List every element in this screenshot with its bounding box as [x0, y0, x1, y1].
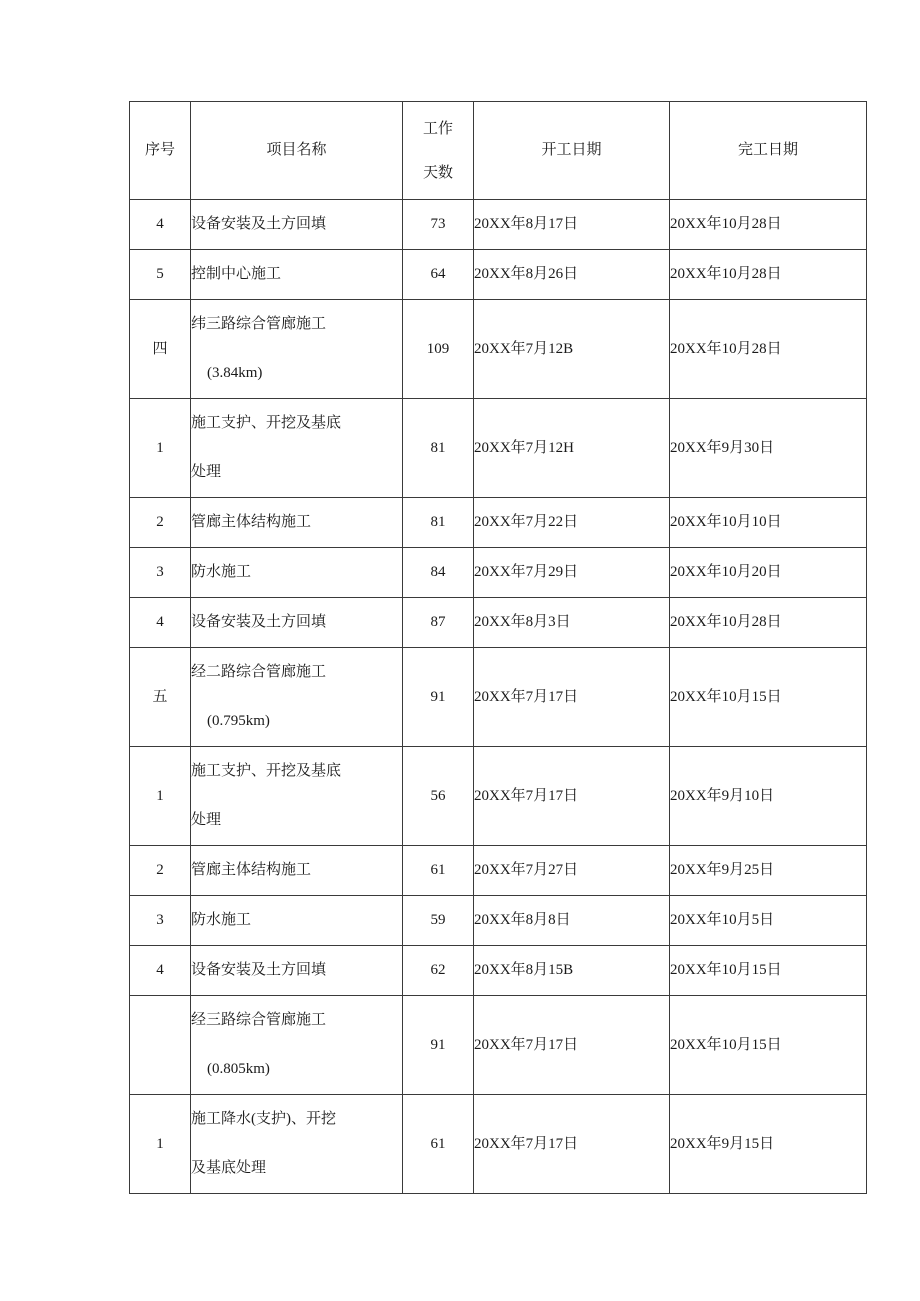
- row-name: [191, 747, 403, 846]
- row-no: 4: [130, 200, 191, 250]
- header-start: 开工日期: [474, 102, 670, 200]
- row-start-date: 20XX年7月22日: [474, 498, 670, 548]
- row-end-date: 20XX年10月28日: [670, 250, 867, 300]
- header-days-line2: 天数: [422, 164, 453, 181]
- row-name-line: (0.795km): [207, 713, 270, 729]
- row-name: [191, 598, 403, 648]
- row-end-date: 20XX年10月5日: [670, 896, 867, 946]
- header-no: 序号: [130, 102, 191, 200]
- row-days: 61: [403, 1095, 474, 1194]
- header-days: [403, 102, 474, 200]
- row-name-line: 施工支护、开挖及基底: [191, 415, 342, 431]
- row-name: [191, 846, 403, 896]
- row-name-line: 设备安装及土方回填: [191, 614, 327, 630]
- row-no: 5: [130, 250, 191, 300]
- row-name-line: 施工支护、开挖及基底: [191, 763, 342, 779]
- row-end-date: 20XX年10月28日: [670, 300, 867, 399]
- row-start-date: 20XX年8月15B: [474, 946, 670, 996]
- row-start-date: 20XX年7月12H: [474, 399, 670, 498]
- row-start-date: 20XX年8月3日: [474, 598, 670, 648]
- row-start-date: 20XX年7月17日: [474, 1095, 670, 1194]
- row-end-date: 20XX年9月25日: [670, 846, 867, 896]
- row-name: [191, 200, 403, 250]
- row-end-date: 20XX年10月15日: [670, 648, 867, 747]
- table-row: [130, 399, 867, 498]
- row-no: [130, 996, 191, 1095]
- row-days: 87: [403, 598, 474, 648]
- row-end-date: 20XX年10月28日: [670, 200, 867, 250]
- row-name: [191, 548, 403, 598]
- header-end: 完工日期: [670, 102, 867, 200]
- row-name-line: (0.805km): [207, 1061, 270, 1077]
- row-name-line: 纬三路综合管廊施工: [191, 316, 327, 332]
- row-name-line: 管廊主体结构施工: [191, 514, 312, 530]
- row-name: [191, 250, 403, 300]
- row-name-line: 防水施工: [191, 564, 252, 580]
- row-no: 4: [130, 598, 191, 648]
- row-no: 4: [130, 946, 191, 996]
- row-no: 1: [130, 747, 191, 846]
- row-name: [191, 399, 403, 498]
- row-name-line: 管廊主体结构施工: [191, 862, 312, 878]
- row-days: 59: [403, 896, 474, 946]
- row-end-date: 20XX年10月28日: [670, 598, 867, 648]
- table-row: [130, 548, 867, 598]
- row-name: [191, 996, 403, 1095]
- row-start-date: 20XX年8月8日: [474, 896, 670, 946]
- row-start-date: 20XX年7月29日: [474, 548, 670, 598]
- row-start-date: 20XX年7月12B: [474, 300, 670, 399]
- row-no: 1: [130, 1095, 191, 1194]
- table-row: [130, 1095, 867, 1194]
- row-name: [191, 498, 403, 548]
- row-start-date: 20XX年7月17日: [474, 747, 670, 846]
- row-days: 84: [403, 548, 474, 598]
- row-end-date: 20XX年9月10日: [670, 747, 867, 846]
- table-row: [130, 598, 867, 648]
- row-name: [191, 896, 403, 946]
- row-start-date: 20XX年7月17日: [474, 996, 670, 1095]
- row-start-date: 20XX年8月26日: [474, 250, 670, 300]
- row-no: 3: [130, 548, 191, 598]
- row-name-line: 经二路综合管廊施工: [191, 664, 327, 680]
- row-start-date: 20XX年8月17日: [474, 200, 670, 250]
- table-row: [130, 996, 867, 1095]
- row-name-line: 处理: [191, 464, 222, 480]
- row-end-date: 20XX年10月15日: [670, 996, 867, 1095]
- row-name-line: 经三路综合管廊施工: [191, 1012, 327, 1028]
- header-days-line1: 工作: [422, 120, 453, 137]
- row-days: 91: [403, 996, 474, 1095]
- row-no: 五: [130, 648, 191, 747]
- row-days: 62: [403, 946, 474, 996]
- row-start-date: 20XX年7月27日: [474, 846, 670, 896]
- row-name-line: (3.84km): [207, 365, 263, 381]
- table-row: [130, 250, 867, 300]
- row-days: 109: [403, 300, 474, 399]
- table-row: [130, 200, 867, 250]
- table-row: [130, 498, 867, 548]
- row-name-line: 处理: [191, 812, 222, 828]
- row-name: [191, 946, 403, 996]
- row-days: 56: [403, 747, 474, 846]
- table-row: [130, 747, 867, 846]
- row-end-date: 20XX年10月15日: [670, 946, 867, 996]
- row-end-date: 20XX年9月30日: [670, 399, 867, 498]
- row-days: 61: [403, 846, 474, 896]
- row-days: 81: [403, 498, 474, 548]
- header-name: 项目名称: [191, 102, 403, 200]
- schedule-table: [129, 101, 867, 1194]
- row-name-line: 及基底处理: [191, 1160, 267, 1176]
- row-days: 64: [403, 250, 474, 300]
- table-row: [130, 896, 867, 946]
- row-days: 73: [403, 200, 474, 250]
- table-header-row: [130, 102, 867, 200]
- table-row: [130, 946, 867, 996]
- row-end-date: 20XX年10月10日: [670, 498, 867, 548]
- row-name: [191, 300, 403, 399]
- row-name-line: 控制中心施工: [191, 266, 282, 282]
- row-name: [191, 1095, 403, 1194]
- row-no: 2: [130, 498, 191, 548]
- row-name-line: 施工降水(支护)、开挖: [191, 1111, 336, 1127]
- row-start-date: 20XX年7月17日: [474, 648, 670, 747]
- row-no: 1: [130, 399, 191, 498]
- row-no: 2: [130, 846, 191, 896]
- table-row: [130, 648, 867, 747]
- row-name-line: 设备安装及土方回填: [191, 216, 327, 232]
- row-no: 3: [130, 896, 191, 946]
- row-end-date: 20XX年10月20日: [670, 548, 867, 598]
- row-days: 81: [403, 399, 474, 498]
- row-name: [191, 648, 403, 747]
- row-no: 四: [130, 300, 191, 399]
- row-name-line: 设备安装及土方回填: [191, 962, 327, 978]
- table-row: [130, 846, 867, 896]
- row-days: 91: [403, 648, 474, 747]
- row-end-date: 20XX年9月15日: [670, 1095, 867, 1194]
- table-row: [130, 300, 867, 399]
- row-name-line: 防水施工: [191, 912, 252, 928]
